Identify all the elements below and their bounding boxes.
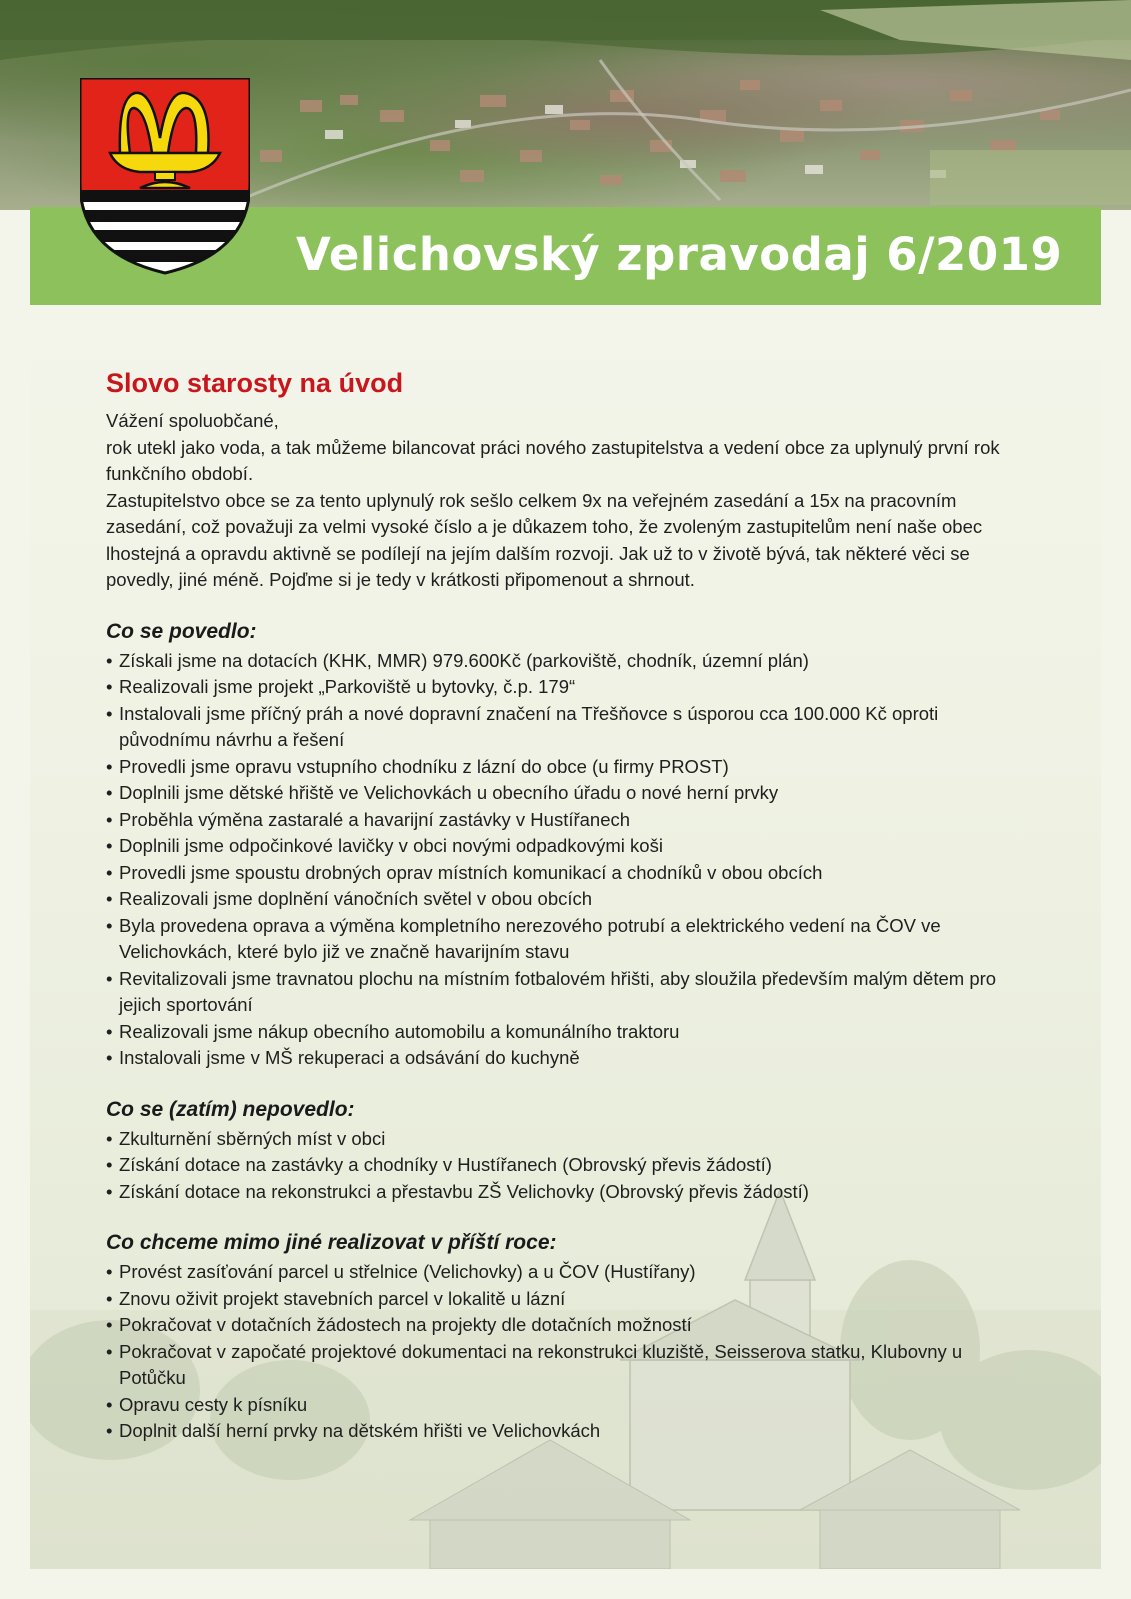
list-item: • Proběhla výměna zastaralé a havarijní zastávky v Hustířanech [106, 807, 1026, 834]
list-item: • Instalovali jsme příčný práh a nové dopravní značení na Třešňovce s úsporou cca 100.000 Kč oproti původnímu návrhu a řešení [106, 701, 1026, 754]
section-achievements [106, 618, 1026, 1072]
list-item: • Provést zasíťování parcel u střelnice (Velichovky) a u ČOV (Hustířany) [106, 1259, 1026, 1286]
list-item: • Opravu cesty k písníku [106, 1392, 1026, 1419]
section-plans [106, 1229, 1026, 1445]
list-item: • Revitalizovali jsme travnatou plochu na místním fotbalovém hřišti, aby sloužila především malým dětem pro jejich sportování [106, 966, 1026, 1019]
article-title: Slovo starosty na úvod [106, 368, 404, 398]
list-item: • Získání dotace na zastávky a chodníky v Hustířanech (Obrovský převis žádostí) [106, 1152, 1026, 1179]
list-item: • Realizovali jsme nákup obecního automobilu a komunálního traktoru [106, 1019, 1026, 1046]
list-item: • Pokračovat v dotačních žádostech na projekty dle dotačních možností [106, 1312, 1026, 1339]
coat-of-arms-logo [80, 78, 250, 278]
list-item: • Doplnili jsme dětské hřiště ve Velichovkách u obecního úřadu o nové herní prvky [106, 780, 1026, 807]
list-item: • Znovu oživit projekt stavebních parcel v lokalitě u lázní [106, 1286, 1026, 1313]
list-item: • Byla provedena oprava a výměna kompletního nerezového potrubí a elektrického vedení na ČOV ve Velichovkách, které bylo již ve značně havarijním stavu [106, 913, 1026, 966]
list-item: • Realizovali jsme doplnění vánočních světel v obou obcích [106, 886, 1026, 913]
list-item: • Zkulturnění sběrných míst v obci [106, 1126, 1026, 1153]
article-greeting: Vážení spoluobčané, [106, 410, 279, 431]
list-item: • Pokračovat v započaté projektové dokumentaci na rekonstrukci kluziště, Seisserova statku, Klubovny u Potůčku [106, 1339, 1026, 1392]
list-item: • Získali jsme na dotacích (KHK, MMR) 979.600Kč (parkoviště, chodník, územní plán) [106, 648, 1026, 675]
section-heading: Co se (zatím) nepovedlo: [106, 1097, 355, 1121]
article-intro: rok utekl jako voda, a tak můžeme bilancovat práci nového zastupitelstva a vedení obce za uplynulý první rok funkčního období. [106, 436, 1000, 484]
achievements-list [106, 648, 1026, 1072]
plans-list [106, 1259, 1026, 1445]
list-item: • Doplnili jsme odpočinkové lavičky v obci novými odpadkovými koši [106, 833, 1026, 860]
list-item: • Instalovali jsme v MŠ rekuperaci a odsávání do kuchyně [106, 1045, 1026, 1072]
main-article [106, 366, 1026, 1445]
section-heading: Co se povedlo: [106, 619, 257, 643]
section-heading: Co chceme mimo jiné realizovat v příští roce: [106, 1231, 557, 1254]
list-item: • Získání dotace na rekonstrukci a přestavbu ZŠ Velichovky (Obrovský převis žádostí) [106, 1179, 1026, 1206]
list-item: • Realizovali jsme projekt „Parkoviště u bytovky, č.p. 179“ [106, 674, 1026, 701]
list-item: • Provedli jsme spoustu drobných oprav místních komunikací a chodníků v obou obcích [106, 860, 1026, 887]
newsletter-title: Velichovský zpravodaj 6/2019 [296, 228, 1063, 281]
article-body: Zastupitelstvo obce se za tento uplynulý rok sešlo celkem 9x na veřejném zasedání a 15x na pracovním zasedání, což považuji za velmi vysoké číslo a je důkazem toho, že zvoleným zastupitelům není naše obec lhostejná a opravdu aktivně se podílejí na jejím dalším rozvoji. Jak už to v životě bývá, tak některé věci se povedly, jiné méně. Pojďme si je tedy v krátkosti připomenout a shrnout. [106, 489, 983, 590]
not-achieved-list [106, 1126, 1026, 1206]
list-item: • Doplnit další herní prvky na dětském hřišti ve Velichovkách [106, 1418, 1026, 1445]
section-not-achieved [106, 1096, 1026, 1206]
list-item: • Provedli jsme opravu vstupního chodníku z lázní do obce (u firmy PROST) [106, 754, 1026, 781]
